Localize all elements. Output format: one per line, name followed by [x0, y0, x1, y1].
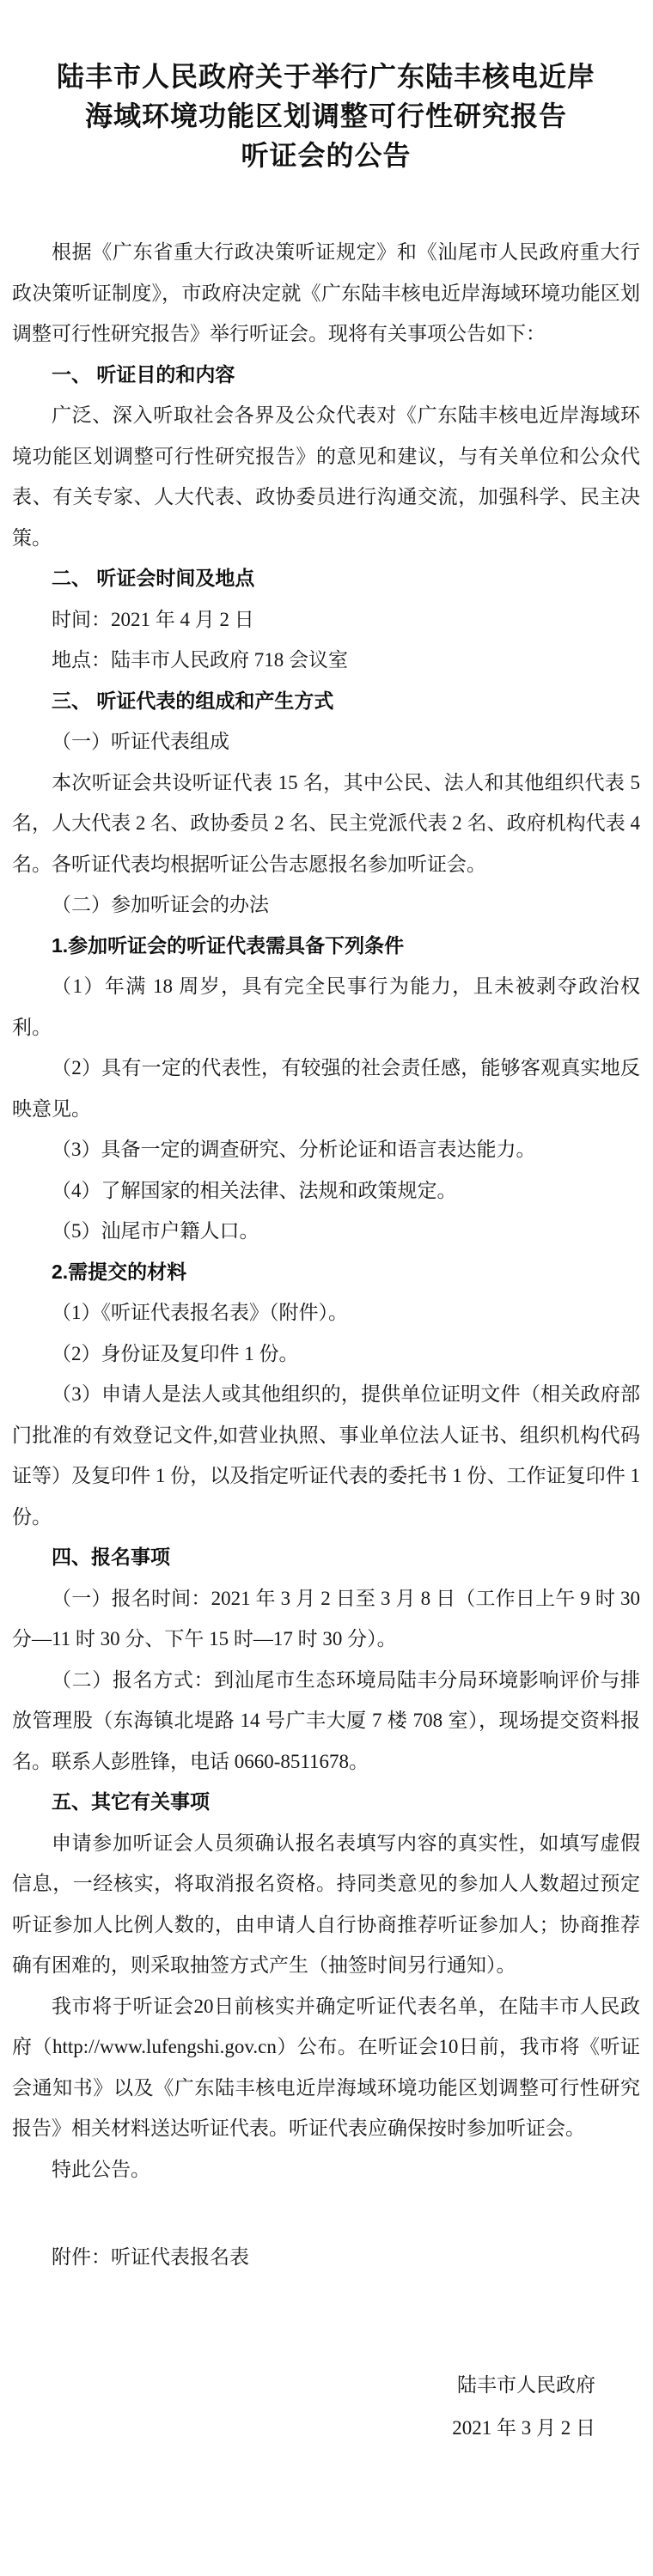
section-heading: 三、 听证代表的组成和产生方式 — [52, 689, 334, 712]
signature-issuer: 陆丰市人民政府 — [457, 2373, 595, 2396]
sub-heading: （一）听证代表组成 — [52, 731, 229, 752]
document-title — [12, 57, 640, 175]
section-heading: 二、 听证会时间及地点 — [52, 567, 255, 589]
paragraph: 广泛、深入听取社会各界及公众代表对《广东陆丰核电近岸海域环境功能区划调整可行性研究报告》的意见和建议，与有关单位和公众代表、有关专家、人大代表、政协委员进行沟通交流，加强科学、民主决策。 — [12, 404, 640, 549]
title-line-3: 听证会的公告 — [241, 140, 412, 171]
paragraph: 地点：陆丰市人民政府 718 会议室 — [52, 649, 348, 671]
paragraph: （4）了解国家的相关法律、法规和政策规定。 — [52, 1179, 457, 1201]
paragraph: （3）申请人是法人或其他组织的，提供单位证明文件（相关政府部门批准的有效登记文件,如营业执照、事业单位法人证书、组织机构代码证等）及复印件 1 份，以及指定听证代表的委托书 1 份、工作证复印件 1 份。 — [12, 1383, 641, 1528]
title-line-1: 陆丰市人民政府关于举行广东陆丰核电近岸 — [56, 61, 595, 92]
paragraph: （3）具备一定的调查研究、分析论证和语言表达能力。 — [52, 1139, 536, 1160]
section-heading: 五、其它有关事项 — [52, 1790, 210, 1813]
paragraph: 根据《广东省重大行政决策听证规定》和《汕尾市人民政府重大行政决策听证制度》，市政府决定就《广东陆丰核电近岸海域环境功能区划调整可行性研究报告》举行听证会。现将有关事项公告如下： — [12, 241, 640, 344]
paragraph: （二）报名方式：到汕尾市生态环境局陆丰分局环境影响评价与排放管理股（东海镇北堤路 14 号广丰大厦 7 楼 708 室），现场提交资料报名。联系人彭胜锋，电话 0660-8511678。 — [12, 1668, 640, 1772]
paragraph: 本次听证会共设听证代表 15 名，其中公民、法人和其他组织代表 5 名，人大代表 2 名、政协委员 2 名、民主党派代表 2 名、政府机构代表 4 名。各听证代表均根据听证公告志愿报名参加听证会。 — [12, 771, 640, 875]
paragraph: （2）身份证及复印件 1 份。 — [52, 1342, 299, 1364]
sub-heading: （二）参加听证会的办法 — [52, 894, 269, 915]
signature-block — [12, 2364, 640, 2450]
section-heading: 四、报名事项 — [52, 1546, 170, 1568]
paragraph: （2）具有一定的代表性，有较强的社会责任感，能够客观真实地反映意见。 — [12, 1057, 640, 1120]
document-body — [12, 232, 640, 2190]
paragraph: 我市将于听证会20日前核实并确定听证代表名单，在陆丰市人民政府（http://www.lufengshi.gov.cn）公布。在听证会10日前，我市将《听证会通知书》以及《广东陆丰核电近岸海域环境功能区划调整可行性研究报告》相关材料送达听证代表。听证代表应确保按时参加听证会。 — [12, 1995, 640, 2139]
paragraph: 申请参加听证会人员须确认报名表填写内容的真实性，如填写虚假信息，一经核实，将取消报名资格。持同类意见的参加人人数超过预定听证参加人比例人数的，由申请人自行协商推荐听证参加人；协商推荐确有困难的，则采取抽签方式产生（抽签时间另行通知）。 — [12, 1832, 640, 1976]
paragraph: （5）汕尾市户籍人口。 — [52, 1220, 259, 1242]
numbered-heading: 2.需提交的材料 — [52, 1260, 187, 1283]
paragraph: （一）报名时间：2021 年 3 月 2 日至 3 月 8 日（工作日上午 9 时 30 分—11 时 30 分、下午 15 时—17 时 30 分）。 — [12, 1587, 640, 1649]
paragraph: 特此公告。 — [52, 2158, 150, 2180]
title-line-2: 海域环境功能区划调整可行性研究报告 — [84, 100, 567, 131]
paragraph: （1）年满 18 周岁，具有完全民事行为能力，且未被剥夺政治权利。 — [12, 975, 640, 1038]
paragraph: （1）《听证代表报名表》（附件）。 — [52, 1302, 348, 1323]
numbered-heading: 1.参加听证会的听证代表需具备下列条件 — [52, 933, 405, 957]
signature-date: 2021 年 3 月 2 日 — [452, 2416, 595, 2439]
paragraph: 时间：2021 年 4 月 2 日 — [52, 608, 254, 630]
attachment-line: 附件：听证代表报名表 — [52, 2246, 249, 2268]
section-heading: 一、 听证目的和内容 — [52, 362, 235, 386]
